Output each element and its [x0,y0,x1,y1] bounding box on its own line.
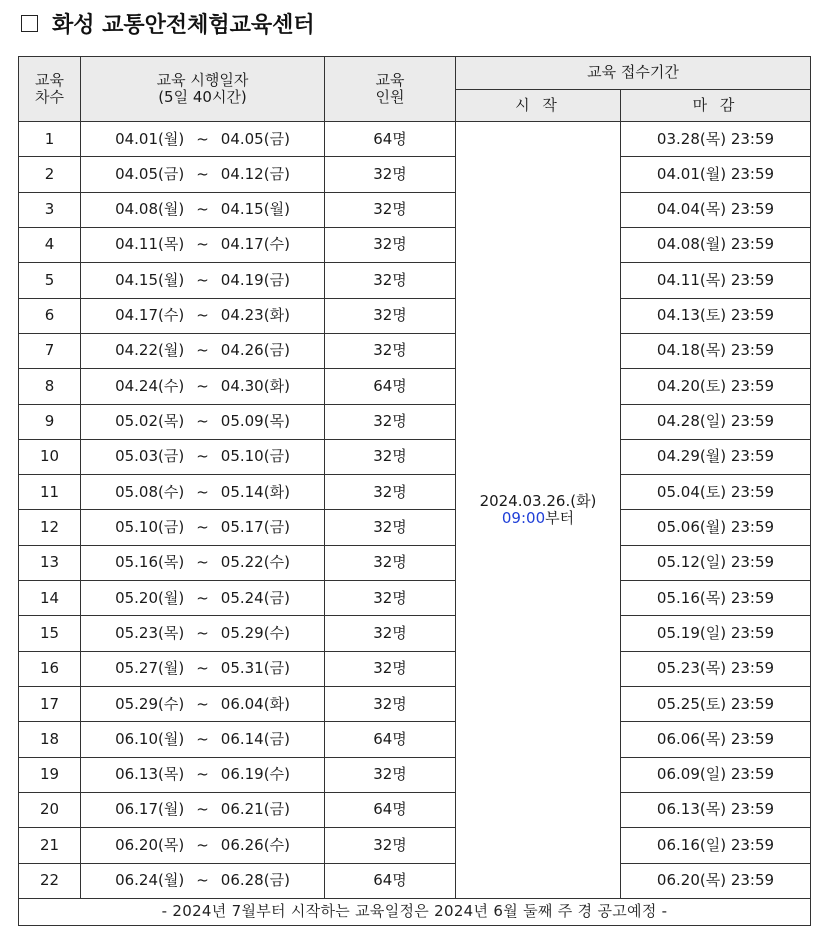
period-to: 06.26(수) [220,835,290,854]
period-cell [81,581,325,616]
period-from: 04.05(금) [115,164,185,183]
header-round [19,57,81,122]
period-cell [81,616,325,651]
tilde-separator: ~ [196,270,209,289]
period-to: 04.17(수) [220,235,290,254]
period-to: 05.17(금) [220,517,290,536]
period-to: 05.14(화) [220,482,290,501]
table-row [19,404,811,439]
table-row [19,157,811,192]
round-cell: 5 [19,263,81,298]
period-cell [81,828,325,863]
round-cell: 16 [19,651,81,686]
period-from: 06.17(월) [115,800,185,819]
people-cell: 64명 [325,722,456,757]
period-from: 04.01(월) [115,129,185,148]
tilde-separator: ~ [196,553,209,572]
people-cell: 64명 [325,122,456,157]
period-cell [81,263,325,298]
round-cell: 14 [19,581,81,616]
tilde-separator: ~ [196,164,209,183]
deadline-cell: 05.12(일) 23:59 [621,545,811,580]
period-cell [81,687,325,722]
reception-start-time: 09:00 [501,509,546,527]
tilde-separator: ~ [196,447,209,466]
people-cell: 32명 [325,263,456,298]
period-from: 05.08(수) [115,482,185,501]
tilde-separator: ~ [196,835,209,854]
round-cell: 21 [19,828,81,863]
people-cell: 32명 [325,298,456,333]
deadline-cell: 05.06(월) 23:59 [621,510,811,545]
people-cell: 32명 [325,404,456,439]
period-cell [81,404,325,439]
schedule-table [18,56,811,926]
table-row [19,687,811,722]
deadline-cell: 04.29(월) 23:59 [621,439,811,474]
people-cell: 32명 [325,687,456,722]
tilde-separator: ~ [196,200,209,219]
deadline-cell: 06.13(목) 23:59 [621,792,811,827]
people-cell: 32명 [325,333,456,368]
table-row [19,192,811,227]
period-from: 05.16(목) [115,553,185,572]
round-cell: 18 [19,722,81,757]
period-from: 06.13(목) [115,765,185,784]
period-cell [81,863,325,898]
table-row [19,545,811,580]
table-row [19,475,811,510]
period-cell [81,545,325,580]
period-from: 05.23(목) [115,623,185,642]
round-cell: 15 [19,616,81,651]
period-cell [81,333,325,368]
period-to: 05.24(금) [220,588,290,607]
period-from: 05.20(월) [115,588,185,607]
deadline-cell: 06.06(목) 23:59 [621,722,811,757]
tilde-separator: ~ [196,729,209,748]
people-cell: 64명 [325,369,456,404]
period-to: 04.15(월) [220,200,290,219]
tilde-separator: ~ [196,412,209,431]
period-to: 04.26(금) [220,341,290,360]
period-to: 05.22(수) [220,553,290,572]
page-title-text: 화성 교통안전체험교육센터 [52,12,315,38]
round-cell: 22 [19,863,81,898]
table-row [19,757,811,792]
round-cell: 2 [19,157,81,192]
period-to: 05.10(금) [220,447,290,466]
tilde-separator: ~ [196,129,209,148]
period-from: 04.11(목) [115,235,185,254]
deadline-cell: 05.23(목) 23:59 [621,651,811,686]
deadline-cell: 06.16(일) 23:59 [621,828,811,863]
tilde-separator: ~ [196,341,209,360]
header-reception-text: 교육 접수기간 [587,63,679,82]
round-cell: 12 [19,510,81,545]
table-row [19,616,811,651]
period-from: 04.24(수) [115,376,185,395]
period-from: 05.29(수) [115,694,185,713]
tilde-separator: ~ [196,800,209,819]
round-cell: 17 [19,687,81,722]
round-cell: 8 [19,369,81,404]
period-from: 06.10(월) [115,729,185,748]
header-start-text: 시 작 [515,95,561,114]
period-cell [81,757,325,792]
deadline-cell: 04.11(목) 23:59 [621,263,811,298]
period-cell [81,651,325,686]
table-row [19,298,811,333]
period-from: 04.17(수) [115,306,185,325]
header-period-text: 교육 시행일자 (5일 40시간) [156,70,249,106]
period-to: 06.04(화) [220,694,290,713]
table-row [19,369,811,404]
period-cell [81,792,325,827]
people-cell: 32명 [325,828,456,863]
round-cell: 6 [19,298,81,333]
people-cell: 32명 [325,157,456,192]
period-to: 05.31(금) [220,659,290,678]
reception-start-date: 2024.03.26.(화) [479,491,597,510]
table-row [19,122,811,157]
deadline-cell: 05.04(토) 23:59 [621,475,811,510]
header-people-text: 교육 인원 [375,70,405,106]
period-from: 04.08(월) [115,200,185,219]
period-from: 05.27(월) [115,659,185,678]
period-from: 04.22(월) [115,341,185,360]
period-cell [81,475,325,510]
footer-note-text: - 2024년 7월부터 시작하는 교육일정은 2024년 6월 둘째 주 경 공고예정 - [161,902,668,921]
tilde-separator: ~ [196,694,209,713]
people-cell: 32명 [325,227,456,262]
reception-start-time-line [456,510,620,527]
people-cell: 32명 [325,651,456,686]
period-from: 04.15(월) [115,270,185,289]
people-cell: 32명 [325,192,456,227]
period-from: 05.02(목) [115,412,185,431]
people-cell: 64명 [325,863,456,898]
table-row [19,792,811,827]
period-cell [81,227,325,262]
header-reception [456,57,811,90]
period-to: 06.19(수) [220,765,290,784]
round-cell: 20 [19,792,81,827]
deadline-cell: 04.28(일) 23:59 [621,404,811,439]
people-cell: 32명 [325,545,456,580]
table-row [19,722,811,757]
people-cell: 32명 [325,616,456,651]
checkbox-square-icon [21,15,38,32]
round-cell: 7 [19,333,81,368]
people-cell: 32명 [325,475,456,510]
round-cell: 1 [19,122,81,157]
table-row [19,263,811,298]
period-to: 06.21(금) [220,800,290,819]
tilde-separator: ~ [196,306,209,325]
deadline-cell: 04.04(목) 23:59 [621,192,811,227]
period-to: 04.23(화) [220,306,290,325]
period-from: 05.10(금) [115,517,185,536]
people-cell: 32명 [325,439,456,474]
people-cell: 64명 [325,792,456,827]
period-from: 06.20(목) [115,835,185,854]
reception-start-suffix: 부터 [545,509,575,527]
period-cell [81,298,325,333]
deadline-cell: 06.09(일) 23:59 [621,757,811,792]
period-to: 05.29(수) [220,623,290,642]
reception-start-cell [456,122,621,899]
header-period [81,57,325,122]
round-cell: 11 [19,475,81,510]
people-cell: 32명 [325,757,456,792]
tilde-separator: ~ [196,376,209,395]
people-cell: 32명 [325,581,456,616]
period-cell [81,722,325,757]
table-row [19,333,811,368]
header-end-text: 마 감 [692,95,739,114]
table-row [19,439,811,474]
table-row [19,227,811,262]
header-round-text: 교육 차수 [35,70,64,106]
period-to: 05.09(목) [220,412,290,431]
deadline-cell: 05.25(토) 23:59 [621,687,811,722]
table-row [19,510,811,545]
deadline-cell: 04.01(월) 23:59 [621,157,811,192]
table-row [19,863,811,898]
period-cell [81,157,325,192]
round-cell: 3 [19,192,81,227]
people-cell: 32명 [325,510,456,545]
round-cell: 19 [19,757,81,792]
deadline-cell: 05.16(목) 23:59 [621,581,811,616]
header-end [621,90,811,122]
period-cell [81,369,325,404]
page-title [18,6,315,40]
tilde-separator: ~ [196,235,209,254]
table-row [19,581,811,616]
period-to: 04.05(금) [220,129,290,148]
period-cell [81,510,325,545]
table-row [19,828,811,863]
tilde-separator: ~ [196,588,209,607]
period-to: 06.28(금) [220,871,290,890]
tilde-separator: ~ [196,659,209,678]
period-cell [81,122,325,157]
period-to: 06.14(금) [220,729,290,748]
tilde-separator: ~ [196,517,209,536]
table-row [19,651,811,686]
deadline-cell: 06.20(목) 23:59 [621,863,811,898]
round-cell: 9 [19,404,81,439]
tilde-separator: ~ [196,482,209,501]
period-to: 04.30(화) [220,376,290,395]
round-cell: 10 [19,439,81,474]
tilde-separator: ~ [196,623,209,642]
tilde-separator: ~ [196,765,209,784]
header-people [325,57,456,122]
period-from: 06.24(월) [115,871,185,890]
deadline-cell: 05.19(일) 23:59 [621,616,811,651]
deadline-cell: 04.20(토) 23:59 [621,369,811,404]
period-cell [81,192,325,227]
footer-note [19,899,811,926]
schedule-body [19,122,811,899]
period-from: 05.03(금) [115,447,185,466]
period-cell [81,439,325,474]
period-to: 04.12(금) [220,164,290,183]
deadline-cell: 04.18(목) 23:59 [621,333,811,368]
period-to: 04.19(금) [220,270,290,289]
deadline-cell: 03.28(목) 23:59 [621,122,811,157]
deadline-cell: 04.08(월) 23:59 [621,227,811,262]
round-cell: 13 [19,545,81,580]
deadline-cell: 04.13(토) 23:59 [621,298,811,333]
round-cell: 4 [19,227,81,262]
header-start [456,90,621,122]
tilde-separator: ~ [196,871,209,890]
